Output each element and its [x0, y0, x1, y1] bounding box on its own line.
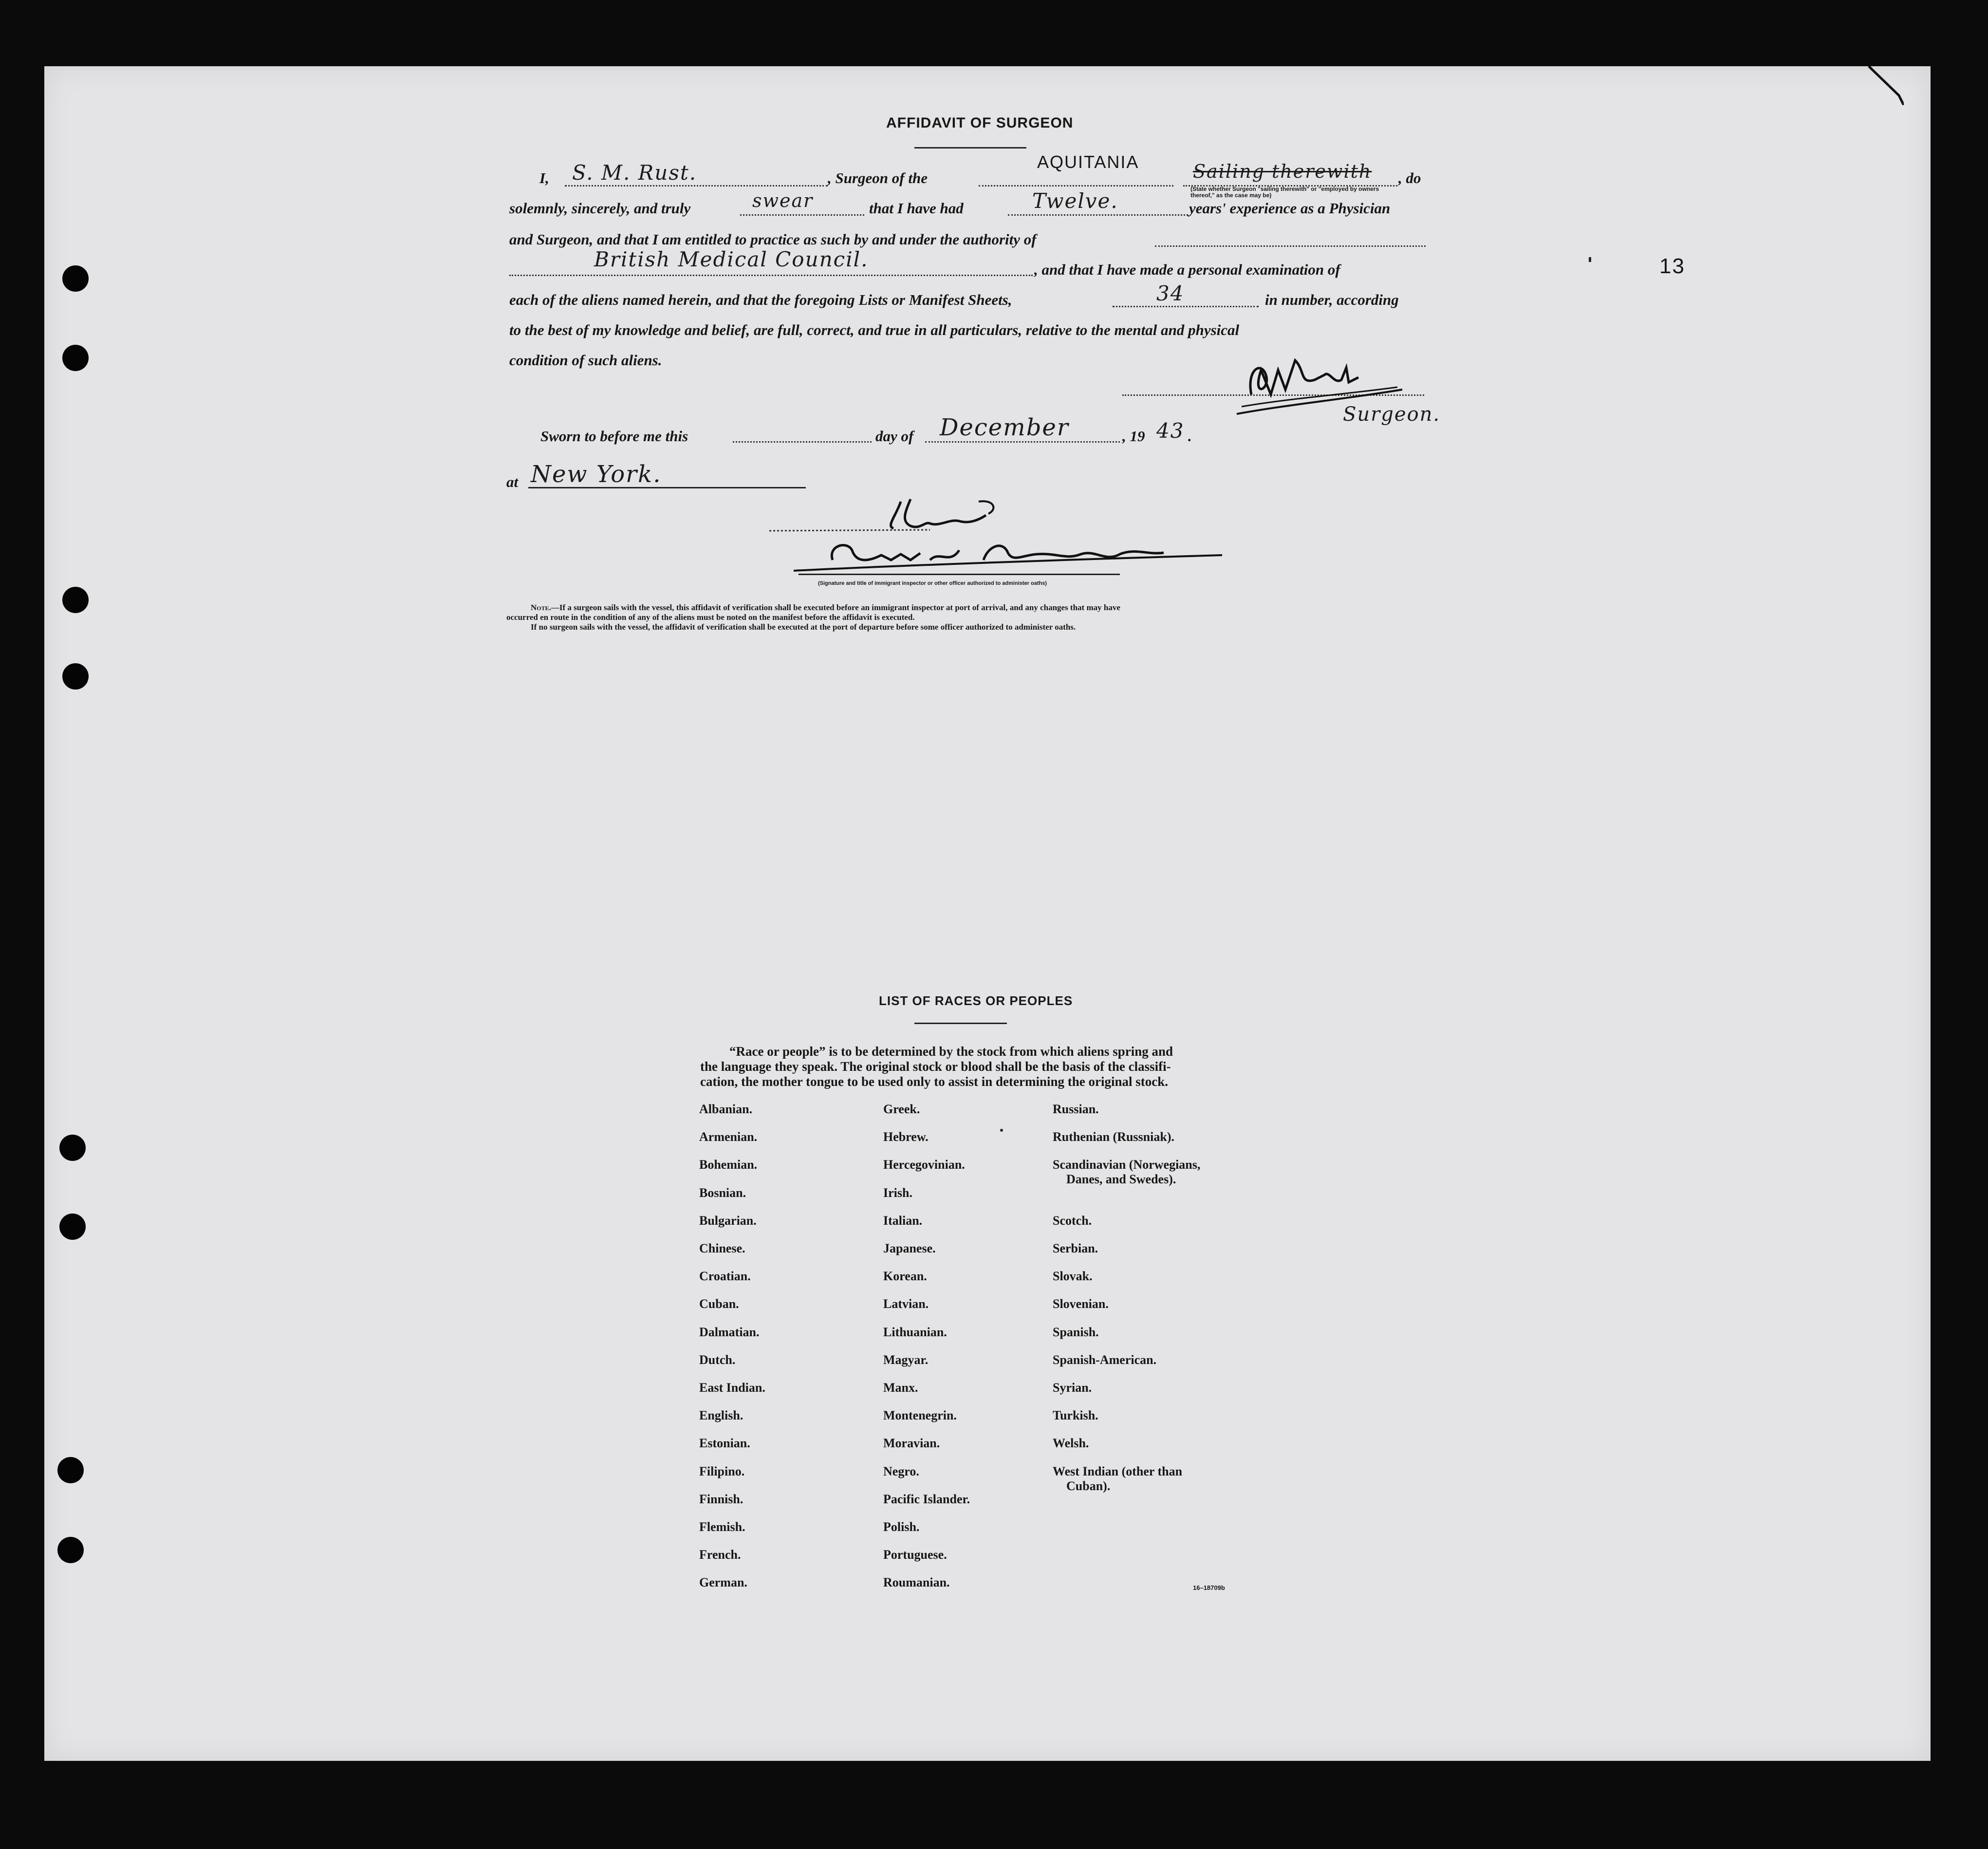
sheets-fill-line: [1113, 306, 1259, 307]
races-title-underline: [914, 1023, 1007, 1024]
race-item: Korean.: [883, 1269, 927, 1284]
race-item: Hercegovinian.: [883, 1158, 965, 1172]
line6-text: to the best of my knowledge and belief, are full, correct, and true in all particulars, relative to the mental and physical: [509, 321, 1240, 338]
race-item: Estonian.: [699, 1436, 750, 1451]
day-fill-line: [733, 441, 872, 443]
race-item: Finnish.: [699, 1492, 743, 1506]
surgeon-label: Surgeon.: [1343, 403, 1441, 426]
race-item: Dutch.: [699, 1352, 736, 1367]
month-fill-line: [925, 441, 1120, 443]
note-line3: If no surgeon sails with the vessel, the affidavit of verification shall be executed at the port of departure before some officer authorized to administer oaths.: [531, 622, 1076, 632]
folded-corner: [1865, 66, 1904, 105]
authority-fill-line-1: [1155, 245, 1426, 247]
race-item: Slovenian.: [1053, 1297, 1109, 1311]
officer-signature-line: [799, 574, 1120, 575]
note-text-1: —If a surgeon sails with the vessel, this affidavit of verification shall be executed before an immigrant inspector at port of arrival, and any changes that may have: [551, 603, 1120, 612]
race-item: Scandinavian (Norwegians,: [1053, 1158, 1201, 1172]
at-prefix: at: [506, 473, 519, 490]
affidavit-title: AFFIDAVIT OF SURGEON: [886, 115, 1074, 131]
race-item: Armenian.: [699, 1130, 758, 1144]
line5-suffix: in number, according: [1265, 291, 1399, 308]
race-item: Manx.: [883, 1381, 918, 1395]
officer-signature: [764, 492, 1242, 584]
race-item: Greek.: [883, 1102, 920, 1116]
sheets-handwritten: 34: [1156, 281, 1185, 305]
race-item: Flemish.: [699, 1520, 745, 1534]
race-item: Negro.: [883, 1464, 919, 1478]
punch-hole: [57, 1457, 84, 1483]
race-item: Italian.: [883, 1213, 923, 1228]
race-item: Cuban.: [699, 1297, 739, 1311]
race-item: Roumanian.: [883, 1575, 950, 1590]
race-item: Bohemian.: [699, 1158, 758, 1172]
race-item: Montenegrin.: [883, 1408, 957, 1423]
years-fill-line: [1008, 214, 1188, 216]
line2-mid: that I have had: [869, 200, 964, 217]
races-intro-2: the language they speak. The original stock or blood shall be the basis of the classifi-: [700, 1059, 1171, 1074]
race-item: East Indian.: [699, 1381, 765, 1395]
race-item: Slovak.: [1053, 1269, 1093, 1284]
race-item: Cuban).: [1066, 1478, 1111, 1493]
years-handwritten: Twelve.: [1032, 189, 1118, 213]
race-item: Turkish.: [1053, 1408, 1098, 1423]
race-item: Welsh.: [1053, 1436, 1089, 1451]
surgeon-name-handwritten: S. M. Rust.: [572, 161, 697, 185]
punch-hole: [57, 1537, 84, 1563]
authority-handwritten: British Medical Council.: [594, 247, 869, 271]
line1-prefix: I,: [539, 169, 549, 187]
race-item: Serbian.: [1053, 1241, 1098, 1255]
page-number: 13: [1659, 254, 1685, 278]
race-item: Syrian.: [1053, 1381, 1092, 1395]
race-item: Bosnian.: [699, 1185, 746, 1200]
line2-suffix: years' experience as a Physician: [1189, 200, 1391, 217]
line5-prefix: each of the aliens named herein, and that the foregoing Lists or Manifest Sheets,: [509, 291, 1012, 308]
race-item: Ruthenian (Russniak).: [1053, 1130, 1174, 1144]
race-item: Polish.: [883, 1520, 920, 1534]
ship-fill-line: [979, 185, 1173, 187]
race-item: Pacific Islander.: [883, 1492, 970, 1506]
race-item: English.: [699, 1408, 743, 1423]
officer-caption: (Signature and title of immigrant inspector or other officer authorized to administer oaths): [818, 580, 1047, 586]
speck: [1000, 1129, 1003, 1132]
line1-mid: , Surgeon of the: [828, 169, 928, 187]
place-handwritten: New York.: [531, 461, 662, 488]
line3-text: and Surgeon, and that I am entitled to practice as such by and under the authority of: [509, 231, 1037, 248]
race-item: Scotch.: [1053, 1213, 1092, 1228]
line1-suffix: , do: [1398, 169, 1421, 187]
races-intro-3: cation, the mother tongue to be used only to assist in determining the original stock.: [700, 1074, 1169, 1089]
line2-prefix: solemnly, sincerely, and truly: [509, 200, 691, 217]
name-fill-line: [565, 185, 828, 187]
ship-name: AQUITANIA: [1037, 152, 1139, 172]
oath-fill-line: [740, 214, 864, 216]
month-handwritten: December: [940, 414, 1069, 441]
note-label: Note.: [531, 603, 551, 612]
sworn-end: .: [1188, 428, 1192, 445]
punch-hole: [59, 1214, 86, 1240]
year-handwritten: 43: [1156, 419, 1185, 443]
race-item: Dalmatian.: [699, 1325, 760, 1339]
race-item: Bulgarian.: [699, 1213, 757, 1228]
punch-hole: [62, 663, 89, 690]
race-item: Spanish-American.: [1053, 1352, 1157, 1367]
race-item: Filipino.: [699, 1464, 745, 1478]
title-underline: [914, 147, 1026, 149]
speck: [1589, 257, 1591, 262]
race-item: Irish.: [883, 1185, 912, 1200]
race-item: Magyar.: [883, 1352, 929, 1367]
race-item: Spanish.: [1053, 1325, 1099, 1339]
note-line2: occurred en route in the condition of any of the aliens must be noted on the manifest before the affidavit is executed.: [506, 613, 915, 622]
note-line1: [531, 603, 1120, 613]
form-number: 16–18709b: [1193, 1584, 1225, 1591]
race-item: German.: [699, 1575, 747, 1590]
race-item: West Indian (other than: [1053, 1464, 1183, 1478]
race-item: Japanese.: [883, 1241, 936, 1255]
sworn-mid: day of: [875, 428, 914, 445]
races-title: LIST OF RACES OR PEOPLES: [879, 993, 1073, 1008]
line7-text: condition of such aliens.: [509, 352, 662, 369]
year-prefix: , 19: [1122, 428, 1145, 445]
punch-hole: [62, 587, 89, 613]
race-item: Moravian.: [883, 1436, 940, 1451]
race-item: Russian.: [1053, 1102, 1099, 1116]
place-line: [528, 487, 806, 488]
line4-suffix: , and that I have made a personal examination of: [1034, 261, 1340, 278]
race-item: French.: [699, 1548, 741, 1562]
sworn-prefix: Sworn to before me this: [540, 428, 688, 445]
punch-hole: [59, 1135, 86, 1161]
race-item: Albanian.: [699, 1102, 753, 1116]
authority-fill-line-2: [509, 275, 1033, 276]
punch-hole: [62, 345, 89, 371]
race-item: Danes, and Swedes).: [1066, 1172, 1176, 1187]
races-intro-1: “Race or people” is to be determined by the stock from which aliens spring and: [729, 1044, 1173, 1059]
race-item: Hebrew.: [883, 1130, 929, 1144]
race-item: Croatian.: [699, 1269, 751, 1284]
capacity-note: (State whether Surgeon "sailing therewith" or "employed by owners thereof," as the case may be): [1190, 186, 1379, 199]
capacity-handwritten: Sailing therewith: [1193, 161, 1372, 182]
punch-hole: [62, 265, 89, 292]
document-sheet: [44, 66, 1931, 1761]
race-item: Chinese.: [699, 1241, 745, 1255]
race-item: Portuguese.: [883, 1548, 947, 1562]
oath-handwritten: swear: [752, 190, 814, 211]
race-item: Lithuanian.: [883, 1325, 947, 1339]
race-item: Latvian.: [883, 1297, 929, 1311]
